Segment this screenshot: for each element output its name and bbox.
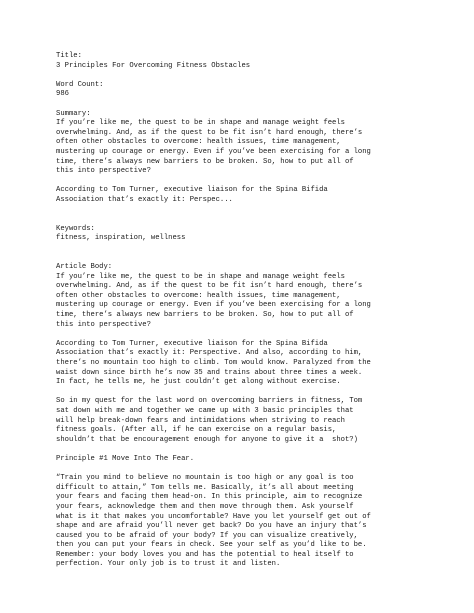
article-line: Remember: your body loves you and has the potential to heal itself to	[56, 550, 354, 559]
article-line: caused you to be afraid of your body? If you can visualize creatively,	[56, 531, 358, 540]
summary-line: time, there’s always new barriers to be broken. So, how to put all of	[56, 157, 354, 166]
article-line: your fears, acknowledge them and then move through them. Ask yourself	[56, 502, 354, 511]
article-line: According to Tom Turner, executive liaison for the Spina Bifida	[56, 339, 328, 348]
summary-line: If you’re like me, the quest to be in shape and manage weight feels	[56, 119, 345, 128]
article-line: your fears and facing them head-on. In this principle, aim to recognize	[56, 493, 363, 502]
article-line: difficult to attain,” Tom tells me. Basically, it’s all about meeting	[56, 483, 354, 492]
keywords-value: fitness, inspiration, wellness	[56, 234, 186, 243]
summary-line: overwhelming. And, as if the quest to be fit isn’t hard enough, there’s	[56, 128, 363, 137]
article-line: time, there’s always new barriers to be broken. So, how to put all of	[56, 311, 354, 320]
article-line: mustering up courage or energy. Even if you’ve been exercising for a long	[56, 301, 371, 310]
article-line: shape and are afraid you’ll never get back? Do you have an injury that’s	[56, 522, 367, 531]
article-line: Association that’s exactly it: Perspective. And also, according to him,	[56, 349, 363, 358]
article-line: what is it that makes you uncomfortable? Have you let yourself get out of	[56, 512, 371, 521]
summary-line: Association that’s exactly it: Perspec...	[56, 195, 233, 204]
article-line: fitness goals. (After all, if he can exercise on a regular basis,	[56, 426, 337, 435]
summary-line: mustering up courage or energy. Even if you’ve been exercising for a long	[56, 147, 371, 156]
article-line: there’s no mountain too high to climb. Tom would know. Paralyzed from the	[56, 359, 371, 367]
summary-line: this into perspective?	[56, 167, 151, 176]
keywords-label: Keywords:	[56, 224, 95, 233]
article-line: sat down with me and together we came up with 3 basic principles that	[56, 406, 354, 415]
principle-heading: Principle #1 Move Into The Fear.	[56, 454, 195, 463]
article-line: shouldn’t that be encouragement enough for anyone to give it a shot?)	[56, 435, 358, 444]
article-line: If you’re like me, the quest to be in shape and manage weight feels	[56, 272, 345, 281]
article-line: will help break-down fears and intimidations when striving to reach	[56, 416, 345, 425]
article-line: So in my quest for the last word on overcoming barriers in fitness, Tom	[56, 397, 363, 406]
word-count-label: Word Count:	[56, 80, 104, 89]
article-line: overwhelming. And, as if the quest to be fit isn’t hard enough, there’s	[56, 282, 363, 291]
article-line: In fact, he tells me, he just couldn’t get along without exercise.	[56, 378, 341, 387]
article-line: often other obstacles to overcome: health issues, time management,	[56, 291, 341, 300]
summary-line: often other obstacles to overcome: health issues, time management,	[56, 138, 341, 147]
summary-label: Summary:	[56, 109, 91, 118]
article-line: waist down since birth he’s now 35 and trains about three times a week.	[56, 368, 363, 377]
document-title: 3 Principles For Overcoming Fitness Obstacles	[56, 61, 251, 70]
title-label: Title:	[56, 52, 82, 60]
article-line: then you can put your fears in check. See your self as you’d like to be.	[56, 541, 367, 550]
article-line: “Train you mind to believe no mountain is too high or any goal is too	[56, 474, 354, 483]
article-body-label: Article Body:	[56, 263, 113, 272]
article-line: this into perspective?	[56, 320, 151, 329]
word-count-value: 986	[56, 90, 69, 99]
document-page	[56, 52, 451, 570]
article-line: perfection. Your only job is to trust it and listen.	[56, 560, 281, 569]
summary-line: According to Tom Turner, executive liaison for the Spina Bifida	[56, 186, 328, 195]
